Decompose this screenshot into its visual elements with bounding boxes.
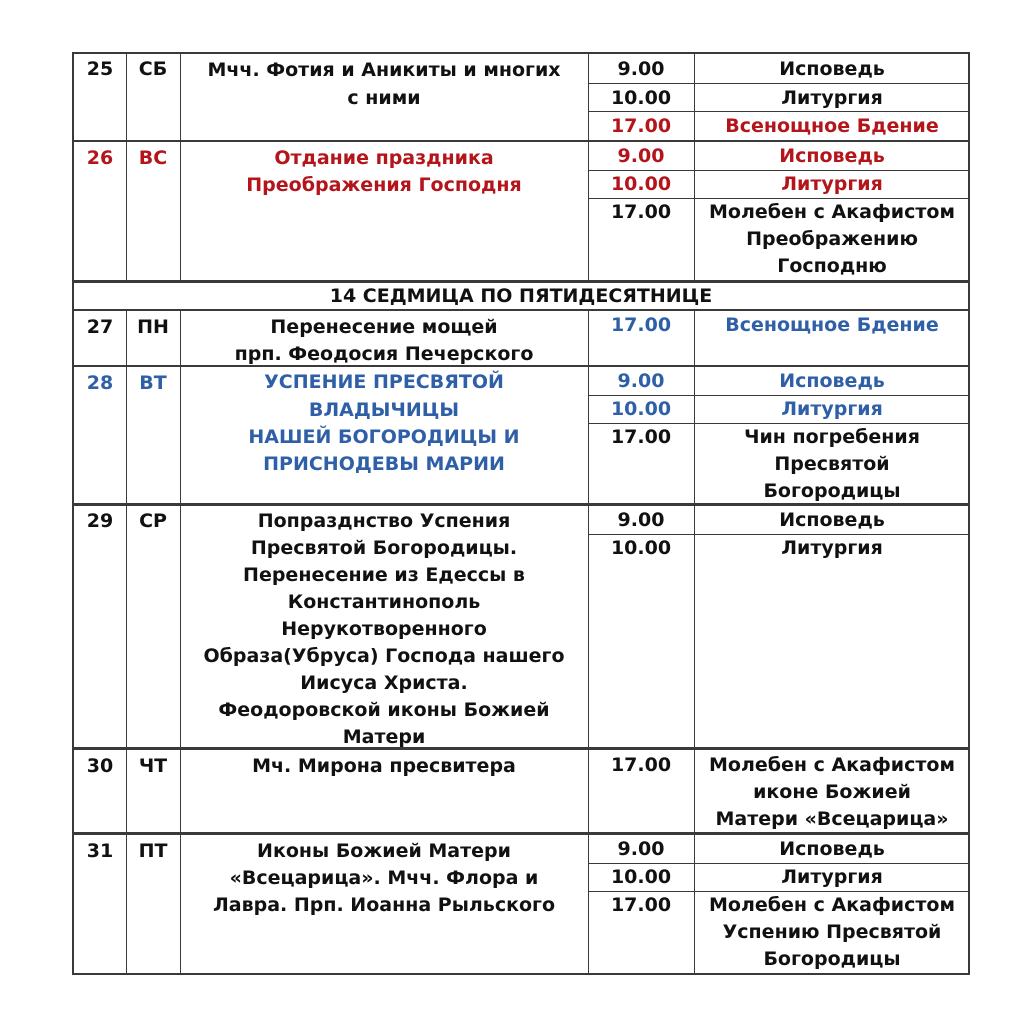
week-separator: 14 СЕДМИЦА ПО ПЯТИДЕСЯТНИЦЕ <box>72 281 970 311</box>
service-time: 9.00 <box>617 370 665 392</box>
weekday: СБ <box>138 58 168 80</box>
service-name: Молебен с Акафистом <box>709 201 955 223</box>
service-time: 10.00 <box>610 398 672 420</box>
day-number: 27 <box>86 316 114 338</box>
service-time: 9.00 <box>617 838 665 860</box>
service-name: Молебен с Акафистом <box>709 894 955 916</box>
schedule-row-29 <box>72 504 970 749</box>
service-name: Исповедь <box>779 58 885 80</box>
service-time: 9.00 <box>617 509 665 531</box>
service-time: 10.00 <box>610 537 672 559</box>
event-line: Преображения Господня <box>246 174 522 196</box>
event-line: Феодоровской иконы Божией <box>218 699 550 721</box>
event-line: ВЛАДЫЧИЦЫ <box>308 399 460 421</box>
service-name: Молебен с Акафистом <box>709 754 955 776</box>
service-name: Всенощное Бдение <box>725 115 939 137</box>
event-line: Отдание праздника <box>274 147 494 169</box>
event-line: Константинополь <box>287 591 481 613</box>
service-name: Всенощное Бдение <box>725 314 939 336</box>
day-number: 25 <box>86 58 114 80</box>
schedule-row-26 <box>72 140 970 282</box>
event-line: Матери <box>342 726 426 748</box>
service-name: Пресвятой <box>774 453 890 475</box>
event-line: Перенесение из Едессы в <box>243 564 525 586</box>
service-time: 9.00 <box>617 58 665 80</box>
service-name: Матери «Всецарица» <box>715 808 949 830</box>
service-name: Литургия <box>781 173 883 195</box>
schedule-row-25 <box>72 52 970 142</box>
event-line: с ними <box>347 87 421 109</box>
day-number: 29 <box>86 510 114 532</box>
event-line: Пресвятой Богородицы. <box>250 537 518 559</box>
event-line: Иисуса Христа. <box>300 672 468 694</box>
weekday: ВС <box>138 147 168 169</box>
event-line: Иконы Божией Матери <box>257 840 511 862</box>
service-time: 10.00 <box>610 173 672 195</box>
schedule-row-30 <box>72 748 970 834</box>
service-name: Исповедь <box>779 145 885 167</box>
schedule-row-27 <box>72 309 970 367</box>
schedule-row-28 <box>72 365 970 505</box>
event-line: УСПЕНИЕ ПРЕСВЯТОЙ <box>264 371 504 393</box>
service-name: Литургия <box>781 537 883 559</box>
event-line: Попразднство Успения <box>257 510 511 532</box>
event-line: прп. Феодосия Печерского <box>234 343 534 365</box>
service-name: иконе Божией <box>753 781 911 803</box>
event-line: «Всецарица». Мчч. Флора и <box>229 867 539 889</box>
event-line: НАШЕЙ БОГОРОДИЦЫ И <box>248 426 520 448</box>
service-time: 17.00 <box>610 115 672 137</box>
service-time: 17.00 <box>610 894 672 916</box>
service-name: Богородицы <box>763 948 901 970</box>
weekday: СР <box>139 510 167 532</box>
event-line: Мч. Мирона пресвитера <box>252 755 516 777</box>
weekday: ВТ <box>139 372 167 394</box>
weekday: ПН <box>137 316 169 338</box>
service-time: 17.00 <box>610 754 672 776</box>
service-time: 17.00 <box>610 426 672 448</box>
event-line: Лавра. Прп. Иоанна Рыльского <box>212 894 556 916</box>
service-name: Чин погребения <box>744 426 920 448</box>
service-name: Литургия <box>781 87 883 109</box>
event-line: Мчч. Фотия и Аникиты и многих <box>207 59 561 81</box>
weekday: ПТ <box>138 840 168 862</box>
service-time: 10.00 <box>610 87 672 109</box>
service-time: 10.00 <box>610 866 672 888</box>
service-name: Господню <box>777 255 887 277</box>
day-number: 31 <box>86 840 114 862</box>
service-time: 17.00 <box>610 314 672 336</box>
weekday: ЧТ <box>138 755 168 777</box>
service-name: Исповедь <box>779 370 885 392</box>
event-line: Перенесение мощей <box>270 316 498 338</box>
day-number: 30 <box>86 755 114 777</box>
event-line: Нерукотворенного <box>281 618 487 640</box>
service-name: Исповедь <box>779 838 885 860</box>
service-name: Преображению <box>746 228 918 250</box>
service-name: Богородицы <box>763 480 901 502</box>
service-name: Успению Пресвятой <box>722 921 942 943</box>
service-name: Исповедь <box>779 509 885 531</box>
service-name: Литургия <box>781 398 883 420</box>
event-line: ПРИСНОДЕВЫ МАРИИ <box>263 453 505 475</box>
day-number: 26 <box>86 147 114 169</box>
event-line: Образа(Убруса) Господа нашего <box>203 645 565 667</box>
day-number: 28 <box>86 372 114 394</box>
service-name: Литургия <box>781 866 883 888</box>
service-time: 17.00 <box>610 201 672 223</box>
schedule-row-31 <box>72 833 970 975</box>
service-time: 9.00 <box>617 145 665 167</box>
